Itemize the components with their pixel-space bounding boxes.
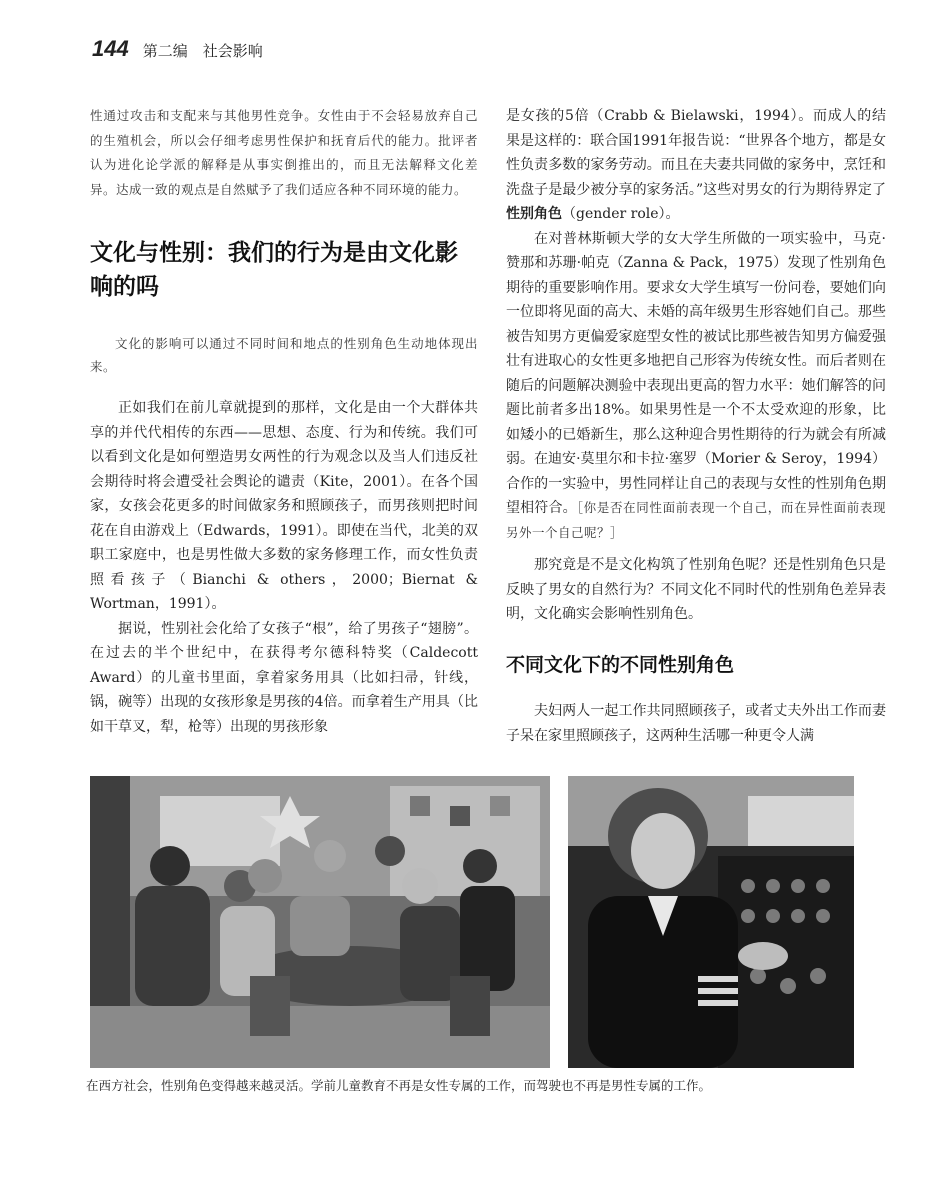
section-heading: 文化与性别：我们的行为是由文化影响的吗 — [90, 240, 458, 300]
page-number: 144 — [92, 36, 129, 61]
gender-role-term: 性别角色 — [506, 206, 562, 222]
right-column — [506, 104, 886, 748]
pilot-photo — [568, 776, 854, 1068]
section-label: 第二编 社会影响 — [142, 42, 263, 60]
classroom-photo — [90, 776, 550, 1068]
section-blurb: 文化的影响可以通过不同时间和地点的性别角色生动地体现出来。 — [90, 336, 478, 374]
reader-question-aside: ［你是否在同性面前表现一个自己，而在异性面前表现另外一个自己呢？］ — [506, 500, 886, 540]
continued-text-b: （gender role）。 — [562, 206, 680, 222]
figure-caption: 在西方社会，性别角色变得越来越灵活。学前儿童教育不再是女性专属的工作，而驾驶也不再是男性专属的工作。 — [86, 1078, 712, 1093]
body-paragraph-question: 那究竟是不是文化构筑了性别角色呢？还是性别角色只是反映了男女的自然行为？不同文化不同时代的性别角色差异表明，文化确实会影响性别角色。 — [506, 557, 886, 622]
body-paragraph-continued — [506, 104, 886, 227]
body-paragraph-study — [506, 227, 886, 546]
continued-text-a: 是女孩的5倍（Crabb & Bielawski，1994）。而成人的结果是这样的：联合国1991年报告说：“世界各个地方，都是女性负责多数的家务劳动。而且在夫妻共同做的家务中，烹饪和洗盘子是最少被分享的家务活。”这些对男女的行为期待界定了 — [506, 108, 886, 198]
subheading: 不同文化下的不同性别角色 — [506, 653, 735, 676]
study-text: 在对普林斯顿大学的女大学生所做的一项实验中，马克·赞那和苏珊·帕克（Zanna & Pack，1975）发现了性别角色期待的重要影响作用。要求女大学生填写一份问卷，要她们向一位即将见面的高大、未婚的高年级男生形容她们自己。那些被告知男方更偏爱家庭型女性的被试比那些被告知男方偏爱强壮有进取心的女性更多地把自己形容为传统女性。而后者则在随后的问题解决测验中表现出更高的智力水平：她们解答的问题比前者多出18%。如果男性是一个不太受欢迎的形象，比如矮小的已婚新生，那么这种迎合男性期待的行为就会有所减弱。在迪安·莫里尔和卡拉·塞罗（Morier & Seroy，1994）合作的一实验中，男性同样让自己的表现与女性的性别角色期望相符合。 — [506, 230, 886, 516]
body-paragraph-last: 夫妇两人一起工作共同照顾孩子，或者丈夫外出工作而妻子呆在家里照顾孩子，这两种生活哪一种更令人满 — [506, 703, 886, 744]
intro-paragraph: 性通过攻击和支配来与其他男性竞争。女性由于不会轻易放弃自己的生殖机会，所以会仔细考虑男性保护和抚育后代的能力。批评者认为进化论学派的解释是从事实倒推出的，而且无法解释文化差异。达成一致的观点是自然赋予了我们适应各种不同环境的能力。 — [90, 108, 478, 197]
body-paragraph-1: 正如我们在前儿章就提到的那样，文化是由一个大群体共享的并代代相传的东西——思想、态度、行为和传统。我们可以看到文化是如何塑造男女两性的行为观念以及当人们违反社会期待时将会遭受社会舆论的谴责（Kite，2001）。在各个国家，女孩会花更多的时间做家务和照顾孩子，而男孩则把时间花在自由游戏上（Edwards，1991）。即使在当代，北美的双职工家庭中，也是男性做大多数的家务修理工作，而女性负责照看孩子（Bianchi & others，2000；Biernat & Wortman，1991）。 — [90, 400, 478, 612]
running-header — [92, 36, 263, 62]
body-paragraph-2: 据说，性别社会化给了女孩子“根”，给了男孩子“翅膀”。在过去的半个世纪中，在获得考尔德科特奖（Caldecott Award）的儿童书里面，拿着家务用具（比如扫帚，针线，锅，碗等）出现的女孩形象是男孩的4倍。而拿着生产用具（比如干草叉，犁，枪等）出现的男孩形象 — [90, 620, 478, 735]
left-column — [90, 104, 478, 739]
